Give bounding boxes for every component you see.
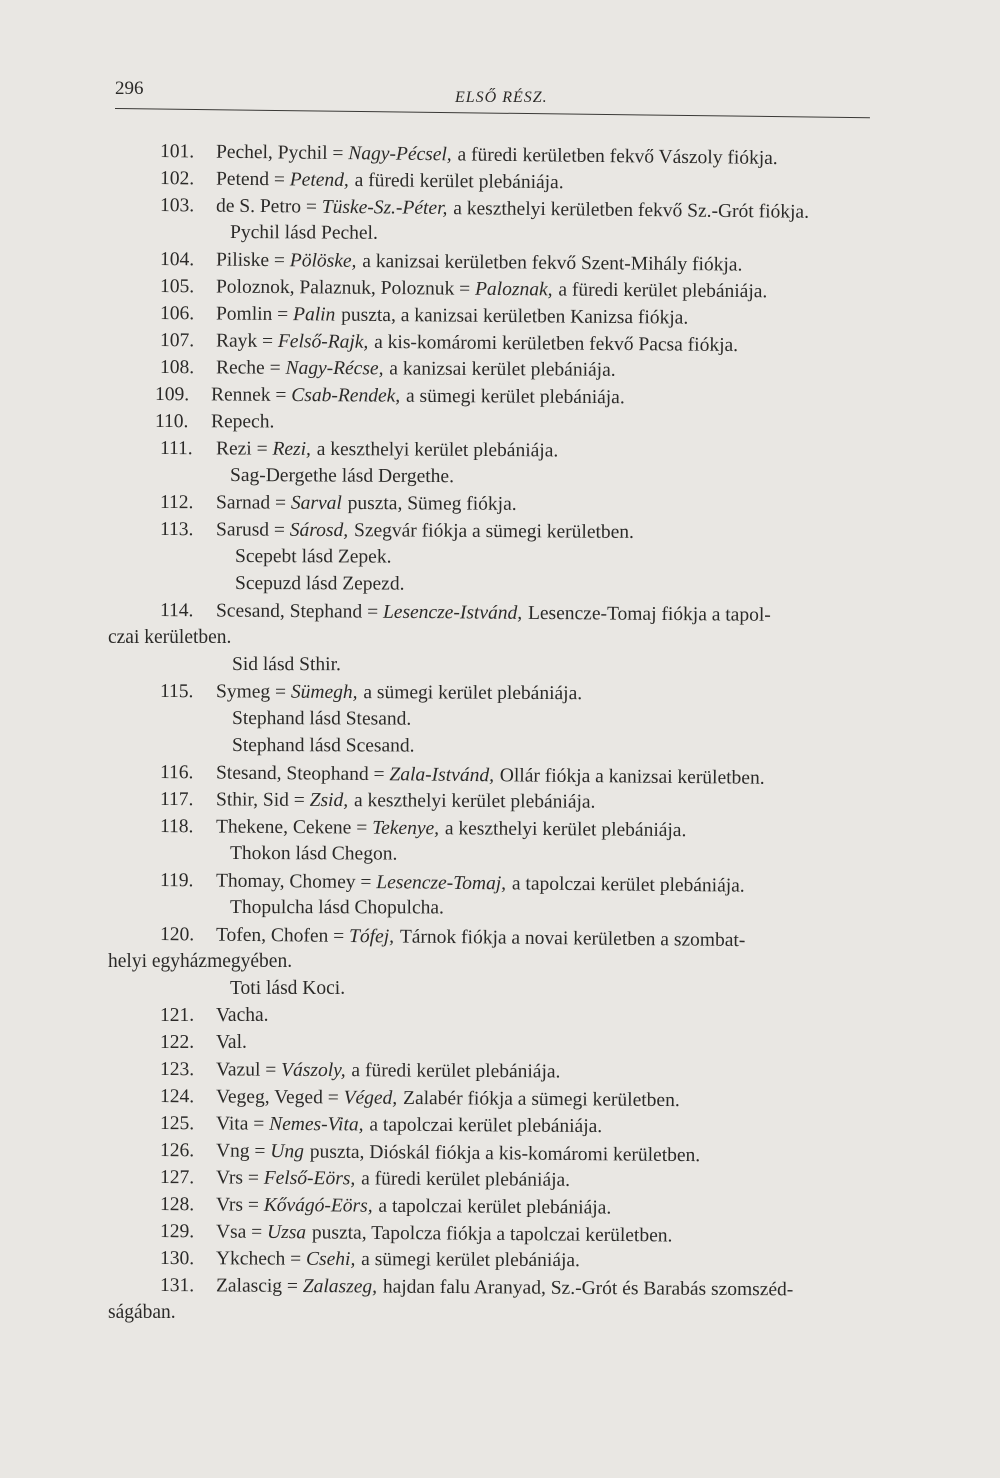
entry-number: 115. xyxy=(159,681,194,703)
entry-line xyxy=(108,626,231,650)
entry-line xyxy=(232,653,341,677)
equals-sign: = xyxy=(273,250,286,272)
entry-description: puszta, Sümeg fiókja. xyxy=(347,492,517,515)
equals-sign: = xyxy=(275,384,287,406)
modern-place-name: Uzsa xyxy=(266,1221,307,1244)
entry-line xyxy=(230,896,444,920)
medieval-name: Tofen, Chofen xyxy=(215,924,329,947)
entry-line xyxy=(160,167,564,195)
entry-description: a kanizsai kerület plebániája. xyxy=(389,358,616,381)
equals-sign: = xyxy=(332,142,344,165)
equals-sign: = xyxy=(261,330,274,352)
entry-number: 118. xyxy=(159,816,194,838)
entry-line xyxy=(160,923,746,953)
modern-place-name: Sárosd, xyxy=(289,519,349,542)
entry-number: 104. xyxy=(159,249,195,271)
entry-line xyxy=(160,1274,793,1302)
entry-line xyxy=(230,221,378,246)
modern-place-name: Csehi, xyxy=(306,1248,356,1271)
entry-description: a sümegi kerület plebániája. xyxy=(405,385,625,409)
medieval-name: Val. xyxy=(216,1032,247,1053)
entry-line xyxy=(160,1004,269,1028)
entry-number: 120. xyxy=(159,924,195,946)
entry-description: a füredi kerület plebániája. xyxy=(558,279,768,303)
entry-line xyxy=(160,140,778,171)
line-text: czai kerületben. xyxy=(108,627,232,648)
entry-number: 101. xyxy=(159,141,195,163)
entry-description: a tapolczai kerület plebániája. xyxy=(511,873,745,897)
equals-sign: = xyxy=(273,169,286,191)
equals-sign: = xyxy=(274,681,287,703)
entry-number: 130. xyxy=(159,1248,195,1270)
medieval-name: Vazul xyxy=(215,1059,261,1081)
modern-place-name: Kővágó-Eörs, xyxy=(263,1194,373,1217)
entry-description: puszta, a kanizsai kerületben Kanizsa fiókja. xyxy=(341,304,689,329)
entry-description: puszta, Tapolcza fiókja a tapolczai kerületben. xyxy=(311,1222,673,1247)
medieval-name: Poloznok, Palaznuk, Poloznuk xyxy=(215,276,455,300)
entry-number: 116. xyxy=(159,762,194,784)
medieval-name: Reche xyxy=(215,357,265,379)
equals-sign: = xyxy=(286,1275,299,1297)
line-text: Stephand lásd Scesand. xyxy=(231,735,415,757)
entry-number: 122. xyxy=(160,1032,195,1053)
entry-line xyxy=(160,1247,580,1273)
equals-sign: = xyxy=(356,817,368,839)
modern-place-name: Ung xyxy=(270,1141,305,1163)
medieval-name: Piliske xyxy=(215,249,270,272)
modern-place-name: Tekenye, xyxy=(372,817,440,840)
entry-line xyxy=(160,1220,673,1248)
medieval-name: Vegeg, Veged xyxy=(215,1086,323,1109)
equals-sign: = xyxy=(373,764,385,786)
equals-sign: = xyxy=(256,438,268,460)
entry-description: Zalabér fiókja a sümegi kerületben. xyxy=(402,1087,680,1112)
entry-description: a sümegi kerület plebániája. xyxy=(361,1249,581,1272)
line-text: Sag-Dergethe lásd Dergethe. xyxy=(229,465,455,488)
entry-line xyxy=(235,572,405,597)
entry-line xyxy=(160,302,688,331)
modern-place-name: Zalaszeg, xyxy=(302,1275,378,1298)
line-text: helyi egyházmegyében. xyxy=(108,951,293,972)
line-text: Scepebt lásd Zepek. xyxy=(234,546,392,568)
entry-number: 109. xyxy=(154,384,190,406)
equals-sign: = xyxy=(251,1221,263,1243)
entry-number: 103. xyxy=(159,195,195,217)
medieval-name: Vsa xyxy=(215,1221,247,1243)
entry-number: 126. xyxy=(159,1140,195,1162)
equals-sign: = xyxy=(305,196,318,218)
entry-line xyxy=(160,518,634,545)
modern-place-name: Rezi, xyxy=(272,438,312,460)
entry-number: 107. xyxy=(159,330,195,352)
equals-sign: = xyxy=(293,789,305,811)
entry-line xyxy=(160,356,616,383)
entry-description: Tárnok fiókja a novai kerületben a szombat- xyxy=(399,926,746,952)
equals-sign: = xyxy=(290,1248,302,1270)
entry-number: 128. xyxy=(159,1194,195,1216)
entry-number: 117. xyxy=(159,789,194,811)
medieval-name: Sarusd xyxy=(215,519,270,541)
line-text: Pychil lásd Pechel. xyxy=(229,222,378,244)
entry-line xyxy=(160,248,743,278)
entry-line xyxy=(235,545,392,570)
modern-place-name: Tófej, xyxy=(348,925,395,948)
equals-sign: = xyxy=(367,601,379,623)
entry-line xyxy=(160,1085,680,1113)
medieval-name: Sarnad xyxy=(215,492,271,514)
entry-number: 114. xyxy=(159,600,194,622)
line-text: Thokon lásd Chegon. xyxy=(229,843,398,865)
medieval-name: Stesand, Steophand xyxy=(215,762,369,786)
entry-line xyxy=(230,464,454,489)
medieval-name: Thomay, Chomey xyxy=(215,870,356,893)
entry-line xyxy=(230,842,397,867)
entry-line xyxy=(160,680,582,706)
entry-description: a kanizsai kerületben fekvő Szent-Mihály fiókja. xyxy=(362,250,743,276)
entry-description: a keszthelyi kerület plebániája. xyxy=(353,790,596,813)
equals-sign: = xyxy=(459,278,471,300)
entry-line xyxy=(230,977,345,1001)
entry-line xyxy=(160,1031,247,1055)
equals-sign: = xyxy=(254,1140,266,1163)
medieval-name: Vacha. xyxy=(216,1005,269,1026)
equals-sign: = xyxy=(360,871,372,894)
header-rule xyxy=(115,108,870,118)
entry-number: 119. xyxy=(159,870,194,892)
entry-line xyxy=(160,329,738,358)
entry-line xyxy=(160,761,765,791)
entry-description: a füredi kerület plebániája. xyxy=(354,170,564,194)
equals-sign: = xyxy=(333,925,345,947)
entry-number: 131. xyxy=(159,1275,195,1297)
line-text: Sid lásd Sthir. xyxy=(231,654,341,676)
equals-sign: = xyxy=(247,1167,259,1189)
entry-number: 124. xyxy=(159,1086,195,1108)
entry-line xyxy=(160,1139,700,1168)
entry-line xyxy=(155,383,625,410)
entry-number: 111. xyxy=(159,438,193,460)
line-text: ságában. xyxy=(108,1302,176,1323)
modern-place-name: Pölöske, xyxy=(289,250,357,272)
entry-description: a füredi kerület plebániája. xyxy=(351,1060,561,1083)
entry-description: a keszthelyi kerületben fekvő Sz.-Grót fiókja. xyxy=(453,198,810,223)
page-number: 296 xyxy=(115,78,144,99)
entry-line xyxy=(160,1166,570,1193)
equals-sign: = xyxy=(277,304,289,326)
entry-line xyxy=(160,599,771,628)
entry-description: a tapolczai kerület plebániája. xyxy=(378,1195,612,1219)
entry-description: a keszthelyi kerület plebániája. xyxy=(444,818,687,842)
line-text: Thopulcha lásd Chopulcha. xyxy=(229,897,444,919)
equals-sign: = xyxy=(253,1113,265,1135)
modern-place-name: Zala-Istvánd, xyxy=(389,764,495,787)
medieval-name: Sthir, Sid xyxy=(215,789,289,811)
entry-description: hajdan falu Aranyad, Sz.-Grót és Barabás szomszéd- xyxy=(382,1276,794,1301)
medieval-name: Vng xyxy=(215,1140,250,1162)
medieval-name: Symeg xyxy=(215,681,271,703)
entry-line xyxy=(160,1058,561,1084)
equals-sign: = xyxy=(269,357,281,379)
medieval-name: Scesand, Stephand xyxy=(215,600,363,623)
modern-place-name: Véged, xyxy=(343,1087,398,1109)
medieval-name: Zalascig xyxy=(215,1275,283,1297)
line-text: Stephand lásd Stesand. xyxy=(231,708,412,730)
entry-number: 129. xyxy=(159,1221,195,1243)
entry-number: 102. xyxy=(159,168,195,190)
entry-number: 105. xyxy=(159,276,195,298)
entry-description: a tapolczai kerület plebániája. xyxy=(369,1114,603,1138)
entry-line xyxy=(232,707,411,732)
medieval-name: Vrs xyxy=(215,1167,244,1189)
entry-line xyxy=(160,869,745,899)
modern-place-name: Vászoly, xyxy=(281,1059,346,1082)
entry-number: 106. xyxy=(159,303,195,325)
medieval-name: Pechel, Pychil xyxy=(215,141,328,164)
entry-line xyxy=(160,275,768,304)
entry-line xyxy=(160,788,596,815)
entry-description: a sümegi kerület plebániája. xyxy=(363,682,583,705)
entry-number: 108. xyxy=(159,357,195,379)
entry-description: puszta, Dióskál fiókja a kis-komáromi kerületben. xyxy=(309,1141,701,1167)
medieval-name: Rezi xyxy=(215,438,252,460)
medieval-name: Rennek xyxy=(210,384,271,406)
modern-place-name: Paloznak, xyxy=(474,278,553,301)
modern-place-name: Palin xyxy=(293,304,336,326)
modern-place-name: Csab-Rendek, xyxy=(291,384,401,407)
entry-line xyxy=(232,734,415,758)
medieval-name: Repech. xyxy=(210,411,275,433)
modern-place-name: Sümegh, xyxy=(290,681,358,704)
equals-sign: = xyxy=(273,519,286,541)
modern-place-name: Petend, xyxy=(289,169,349,191)
entry-number: 127. xyxy=(159,1167,195,1189)
equals-sign: = xyxy=(265,1059,277,1081)
medieval-name: Vita xyxy=(215,1113,249,1135)
entry-number: 110. xyxy=(154,411,189,433)
entry-line xyxy=(160,491,517,517)
entry-line xyxy=(155,410,274,434)
modern-place-name: Lesencze-Tomaj, xyxy=(376,872,507,895)
entry-description: Lesencze-Tomaj fiókja a tapol- xyxy=(527,602,771,626)
medieval-name: Vrs xyxy=(215,1194,244,1216)
entry-number: 112. xyxy=(159,492,194,514)
entry-line xyxy=(160,1193,611,1221)
running-head: ELSŐ RÉSZ. xyxy=(455,89,548,106)
equals-sign: = xyxy=(274,492,287,514)
equals-sign: = xyxy=(327,1087,339,1109)
modern-place-name: Zsid, xyxy=(309,789,349,812)
entry-number: 113. xyxy=(159,519,194,541)
modern-place-name: Sarval xyxy=(290,492,342,514)
medieval-name: de S. Petro xyxy=(215,195,302,218)
equals-sign: = xyxy=(247,1194,259,1216)
entry-description: Ollár fiókja a kanizsai kerületben. xyxy=(499,765,765,789)
entry-description: a füredi kerületben fekvő Vászoly fiókja. xyxy=(457,144,778,170)
entry-line xyxy=(108,950,292,974)
entry-description: a kis-komáromi kerületben fekvő Pacsa fiókja. xyxy=(374,331,739,357)
modern-place-name: Felső-Eörs, xyxy=(263,1167,356,1190)
medieval-name: Pomlin xyxy=(215,303,273,325)
entry-line xyxy=(160,1112,602,1139)
entry-description: Szegvár fiókja a sümegi kerületben. xyxy=(353,520,635,543)
modern-place-name: Felső-Rajk, xyxy=(277,331,369,353)
medieval-name: Thekene, Cekene xyxy=(215,816,352,839)
entry-line xyxy=(108,1301,176,1325)
line-text: Scepuzd lásd Zepezd. xyxy=(234,573,405,595)
entry-description: a keszthelyi kerület plebániája. xyxy=(316,438,559,462)
medieval-name: Ykchech xyxy=(215,1248,286,1270)
entry-number: 121. xyxy=(160,1005,195,1026)
entry-number: 123. xyxy=(159,1059,195,1081)
modern-place-name: Nagy-Pécsel, xyxy=(348,143,452,166)
entry-line xyxy=(160,437,558,463)
entry-description: a füredi kerület plebániája. xyxy=(361,1168,571,1191)
entry-line xyxy=(160,815,687,843)
modern-place-name: Lesencze-Istvánd, xyxy=(382,601,523,624)
modern-place-name: Tüske-Sz.-Péter, xyxy=(321,196,448,220)
entry-number: 125. xyxy=(159,1113,195,1135)
line-text: Toti lásd Koci. xyxy=(230,978,346,999)
medieval-name: Rayk xyxy=(215,330,258,352)
modern-place-name: Nemes-Vita, xyxy=(269,1113,364,1136)
medieval-name: Petend xyxy=(215,168,270,191)
modern-place-name: Nagy-Récse, xyxy=(285,357,384,380)
page-header xyxy=(0,0,1000,130)
